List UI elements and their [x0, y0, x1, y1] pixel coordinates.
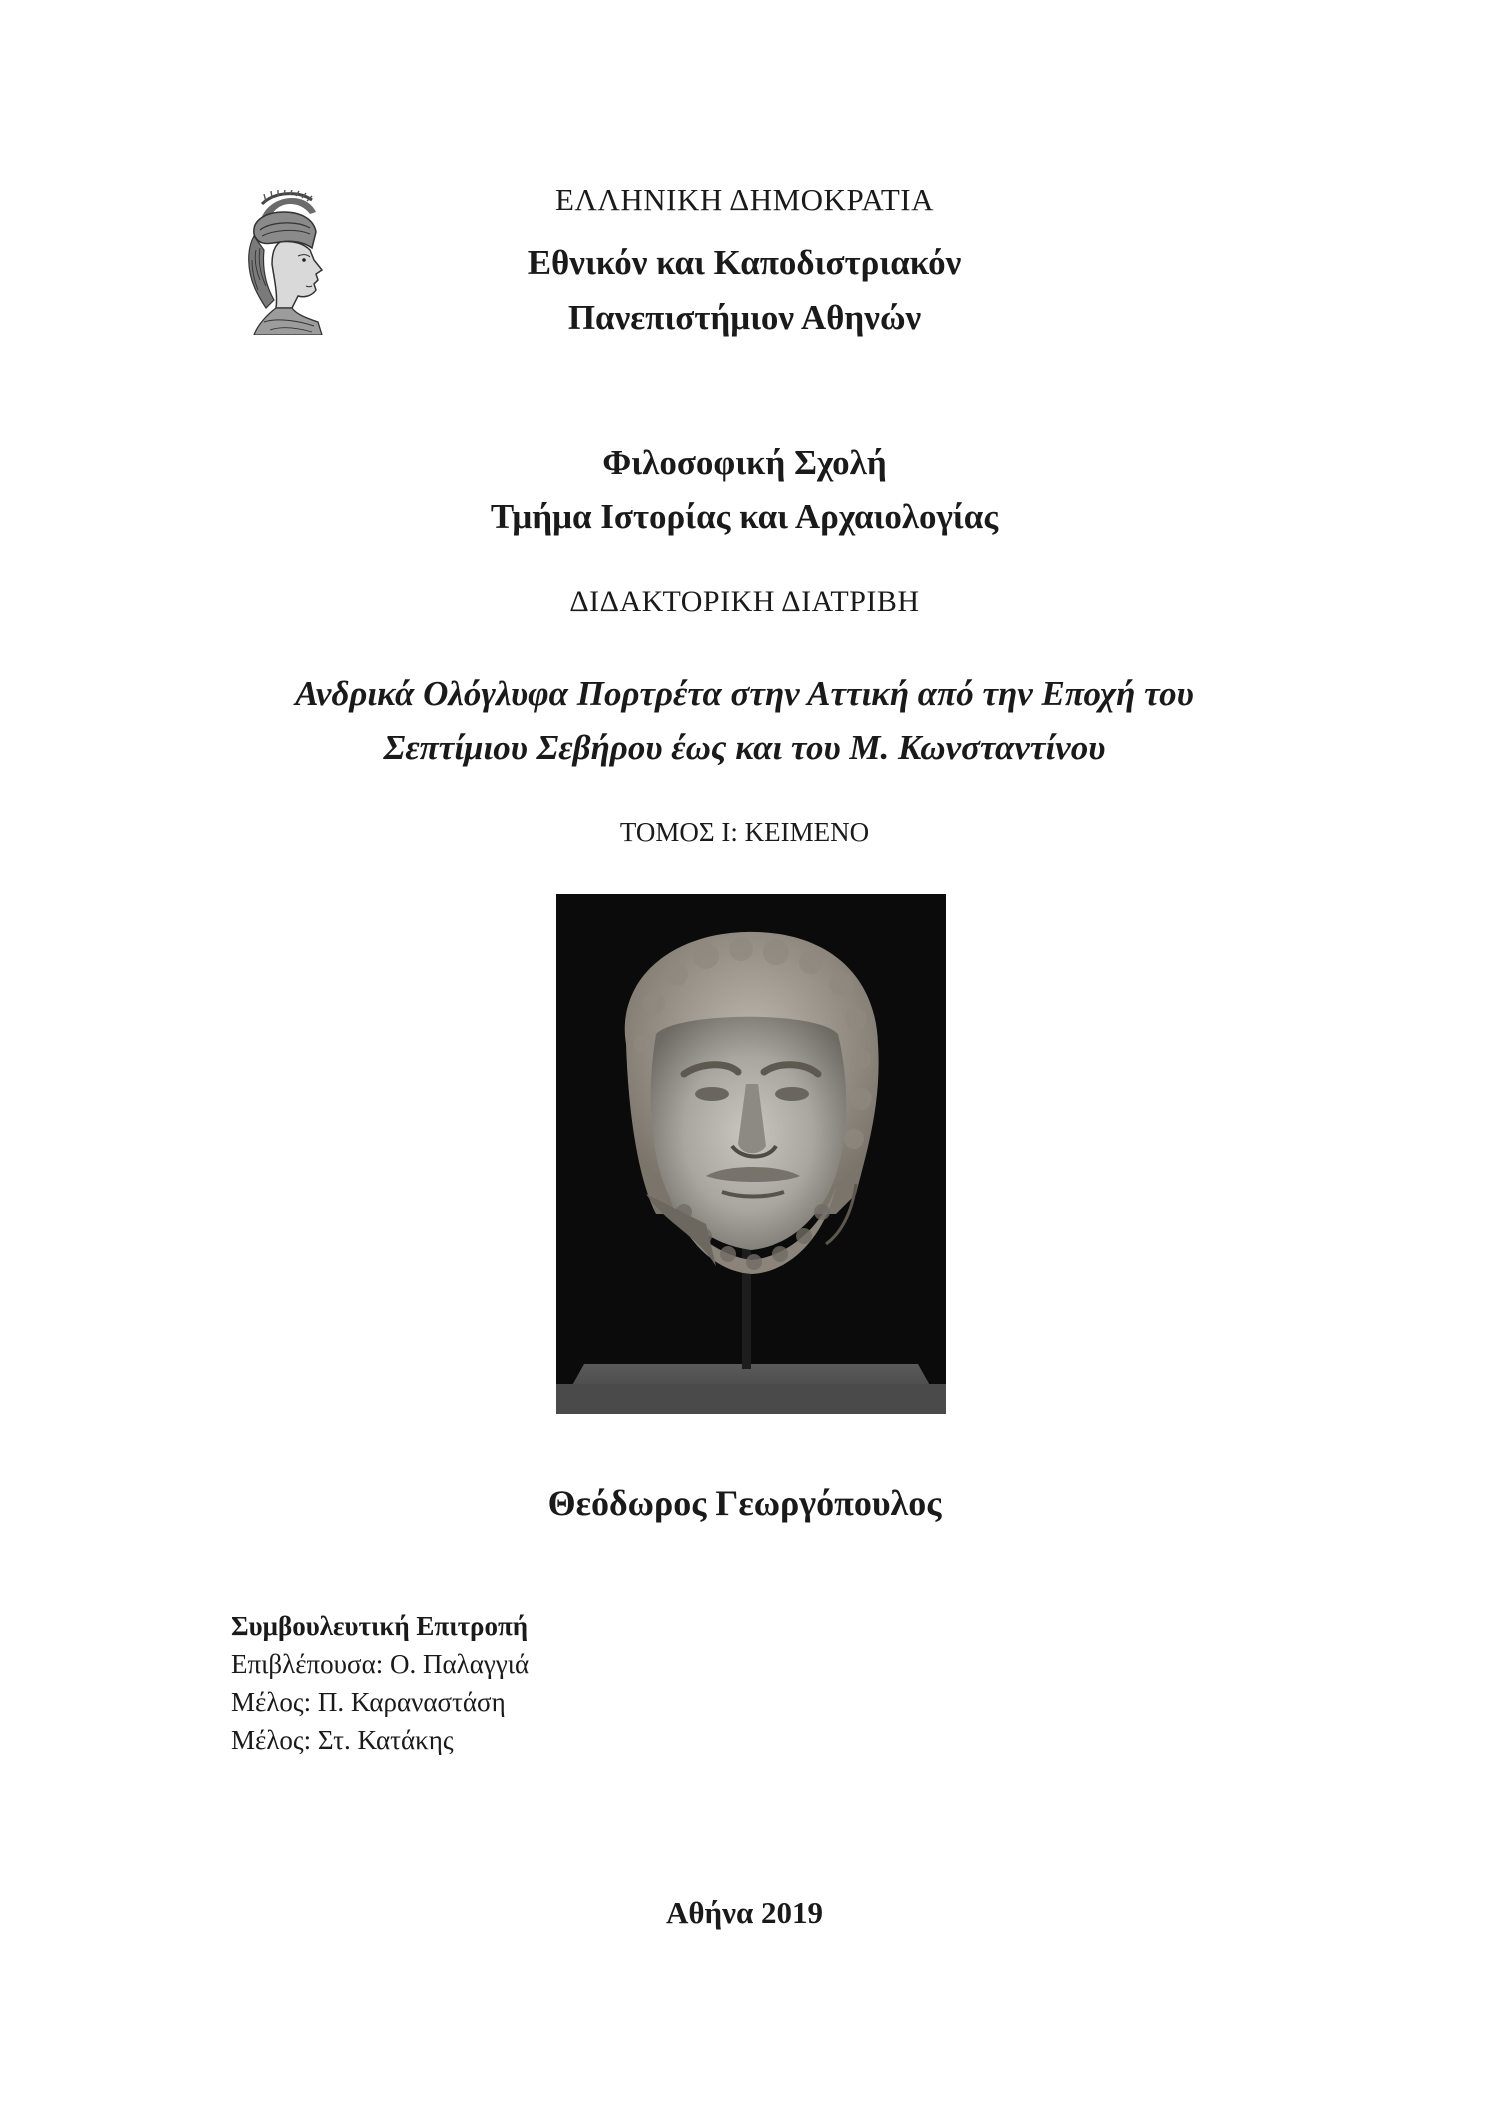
place-and-year: Αθήνα 2019	[665, 1895, 824, 1930]
department-name: Τμήμα Ιστορίας και Αρχαιολογίας	[490, 497, 999, 536]
committee-heading: Συμβουλευτική Επιτροπή	[231, 1611, 529, 1641]
author-name: Θεόδωρος Γεωργόπουλος	[547, 1483, 942, 1523]
marble-portrait-head-photo	[556, 894, 946, 1414]
university-name-line1: Εθνικόν και Καποδιστριακόν	[527, 243, 962, 282]
university-name-line2: Πανεπιστήμιον Αθηνών	[567, 298, 922, 337]
thesis-title-line2: Σεπτίμιου Σεβήρου έως και του Μ. Κωνσταντίνου	[383, 728, 1106, 767]
committee-member-supervisor: Επιβλέπουσα: Ο. Παλαγγιά	[231, 1649, 530, 1679]
thesis-type-label: ΔΙΔΑΚΤΟΡΙΚΗ ΔΙΑΤΡΙΒΗ	[569, 585, 920, 618]
republic-heading: ΕΛΛΗΝΙΚΗ ΔΗΜΟΚΡΑΤΙΑ	[554, 182, 935, 217]
committee-member: Μέλος: Π. Καραναστάση	[231, 1687, 506, 1717]
advisory-committee	[231, 1607, 529, 1759]
thesis-title-line1: Ανδρικά Ολόγλυφα Πορτρέτα στην Αττική από την Εποχή του	[295, 674, 1194, 713]
committee-member: Μέλος: Στ. Κατάκης	[231, 1725, 454, 1755]
faculty-name: Φιλοσοφική Σχολή	[602, 443, 887, 482]
volume-label: ΤΟΜΟΣ Ι: ΚΕΙΜΕΝΟ	[619, 817, 870, 847]
